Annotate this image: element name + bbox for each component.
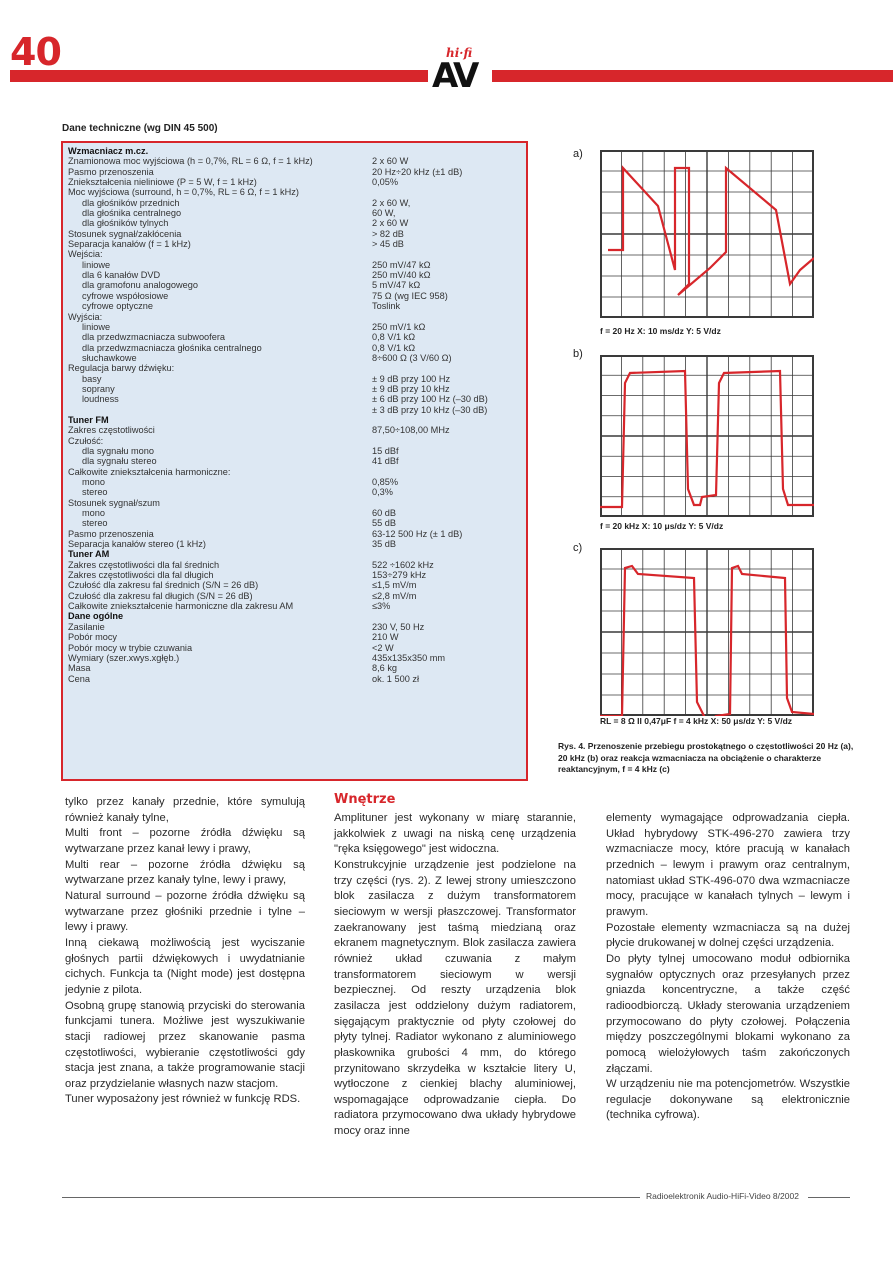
spec-value: > 45 dB	[372, 239, 404, 250]
paragraph: Multi front – pozorne źródła dźwięku są wytwarzane przez kanał lewy i prawy,	[65, 827, 305, 855]
paragraph: W urządzeniu nie ma potencjometrów. Wszystkie regulacje dokonywane są elektronicznie (technika cyfrowa).	[606, 1078, 850, 1122]
spec-label: Czułość dla zakresu fal średnich (S/N = 26 dB)	[68, 580, 259, 591]
spec-value: ± 3 dB przy 10 kHz (–30 dB)	[372, 404, 488, 415]
spec-value: 2 x 60 W	[372, 218, 409, 229]
spec-label: mono	[82, 477, 105, 487]
spec-row	[68, 487, 521, 497]
spec-label	[68, 405, 372, 415]
paragraph: Amplituner jest wykonany w miarę starannie, jakkolwiek z uwagi na niską cenę urządzenia "ręka księgowego" jest widoczna.	[334, 812, 576, 856]
spec-label: dla przedwzmacniacza subwoofera	[82, 332, 225, 343]
spec-row	[68, 260, 521, 270]
spec-value	[372, 498, 521, 508]
spec-label: Zniekształcenia nieliniowe (P = 5 W, f = 1 kHz)	[68, 177, 257, 188]
spec-row	[68, 394, 521, 404]
spec-label: dla 6 kanałów DVD	[82, 270, 161, 281]
spec-row	[68, 270, 521, 280]
spec-label: dla sygnału mono	[82, 445, 155, 456]
spec-value	[372, 436, 521, 446]
spec-value: 0,05%	[372, 177, 399, 188]
spec-row	[68, 384, 521, 394]
spec-label: Całkowite zniekształcenia harmoniczne:	[68, 466, 231, 477]
spec-row	[68, 167, 521, 177]
spec-value: 250 mV/47 kΩ	[372, 259, 431, 270]
spec-label: Pasmo przenoszenia	[68, 166, 154, 177]
paragraph: elementy wymagające odprowadzania ciepła. Układ hybrydowy STK-496-270 zawiera trzy wzmacniacze mocy, które pracują w kanałach przednich – lewym i prawym oraz centralnym, natomiast układ STK-496-070 dwa wzmacniacze mocy, pracujące w kanałach tylnych – lewym i prawym.	[606, 812, 850, 918]
spec-value: 210 W	[372, 632, 399, 643]
article-column-1	[65, 795, 305, 1108]
spec-value	[372, 249, 521, 259]
spec-row	[68, 539, 521, 549]
spec-row	[68, 322, 521, 332]
spec-label: stereo	[82, 518, 108, 529]
spec-value: 8,6 kg	[372, 663, 398, 674]
spec-value	[372, 415, 521, 425]
spec-label: Dane ogólne	[68, 611, 124, 622]
header-bar-right	[492, 70, 893, 82]
spec-value: 230 V, 50 Hz	[372, 621, 425, 632]
oscillogram-b	[600, 355, 814, 517]
spec-value: 435x135x350 mm	[372, 652, 446, 663]
spec-value	[372, 146, 521, 156]
spec-value: ± 9 dB przy 10 kHz	[372, 383, 450, 394]
spec-label: Wejścia:	[68, 249, 103, 260]
spec-row	[68, 239, 521, 249]
spec-row	[68, 580, 521, 590]
spec-value: 5 mV/47 kΩ	[372, 280, 421, 291]
spec-row	[68, 622, 521, 632]
fig-b-label: b)	[573, 348, 583, 360]
footer-rule-right	[808, 1197, 850, 1198]
spec-label: Separacja kanałów (f = 1 kHz)	[68, 239, 191, 250]
logo-av-text: AV	[432, 56, 477, 96]
spec-row	[68, 653, 521, 663]
spec-value: 2 x 60 W	[372, 156, 409, 167]
spec-label: Stosunek sygnał/zakłócenia	[68, 228, 182, 239]
spec-row	[68, 156, 521, 166]
spec-value: ± 9 dB przy 100 Hz	[372, 373, 451, 384]
spec-row	[68, 601, 521, 611]
section-title-wnetrze: Wnętrze	[334, 792, 396, 807]
spec-label: liniowe	[82, 321, 111, 332]
spec-value: ≤3%	[372, 601, 391, 612]
specs-table	[61, 141, 528, 781]
spec-label: Separacja kanałów stereo (1 kHz)	[68, 539, 206, 550]
spec-value: 75 Ω (wg IEC 958)	[372, 290, 448, 301]
spec-value	[372, 312, 521, 322]
spec-value: 63-12 500 Hz (± 1 dB)	[372, 528, 463, 539]
spec-row	[68, 363, 521, 373]
spec-label: Cena	[68, 673, 90, 684]
header-bar-left	[10, 70, 428, 82]
paragraph: Natural surround – pozorne źródła dźwięku są wytwarzane przez głośniki przednie i tylne – lewy i prawy.	[65, 889, 305, 934]
fig-c-label: c)	[573, 542, 583, 554]
spec-label: dla głośników tylnych	[82, 218, 169, 229]
fig-a-label: a)	[573, 148, 583, 160]
spec-label: Zakres częstotliwości dla fal średnich	[68, 559, 220, 570]
spec-value	[372, 549, 521, 559]
fig-c-caption: RL = 8 Ω II 0,47μF f = 4 kHz X: 50 μs/dz Y: 5 V/dz	[600, 716, 793, 726]
spec-label: dla głośnika centralnego	[82, 208, 182, 219]
spec-label: słuchawkowe	[82, 352, 137, 363]
spec-label: basy	[82, 373, 102, 384]
spec-row	[68, 643, 521, 653]
spec-label: dla gramofonu analogowego	[82, 280, 198, 291]
spec-row	[68, 632, 521, 642]
spec-label: Stosunek sygnał/szum	[68, 497, 160, 508]
spec-row	[68, 332, 521, 342]
spec-value	[372, 467, 521, 477]
spec-row	[68, 312, 521, 322]
spec-label: Pasmo przenoszenia	[68, 528, 154, 539]
spec-value: 250 mV/1 kΩ	[372, 321, 426, 332]
spec-value: ≤1,5 mV/m	[372, 580, 417, 591]
spec-value: Toslink	[372, 301, 401, 312]
spec-value: ok. 1 500 zł	[372, 673, 419, 684]
spec-label: Pobór mocy w trybie czuwania	[68, 642, 193, 653]
spec-row	[68, 529, 521, 539]
spec-row	[68, 560, 521, 570]
paragraph: Do płyty tylnej umocowano moduł odbiornika sygnałów optycznych oraz przesyłanych przez gniazda koncentryczne, a także część radioodbiorczą. Układy sterowania urządzeniem przymocowano do płyty czołowej. Połączenia między poszczególnymi blokami wykonano za pomocą wielożyłowych taśm zakończonych złączami.	[606, 952, 850, 1075]
spec-label: Całkowite zniekształcenie harmoniczne dla zakresu AM	[68, 601, 294, 612]
spec-value: 153÷279 kHz	[372, 570, 427, 581]
hifi-av-logo	[428, 46, 488, 96]
spec-value: > 82 dB	[372, 228, 404, 239]
spec-row	[68, 674, 521, 684]
spec-label: Czułość:	[68, 435, 104, 446]
spec-value: 20 Hz÷20 kHz (±1 dB)	[372, 166, 463, 177]
paragraph: Osobną grupę stanowią przyciski do sterowania funkcjami tunera. Możliwe jest wyszukiwanie stacji radiowej przez skanowanie pasma częstotliwości, wybieranie częstotliwości gdy stacja jest znana, a także programowanie stacji oraz przydzielanie własnych nazw stacjom.	[65, 999, 305, 1090]
footer-rule-left	[62, 1197, 640, 1198]
paragraph: Inną ciekawą możliwością jest wyciszanie głośnych partii dźwiękowych i uwydatnianie cichych. Funkcja ta (Night mode) jest dostępna jedynie z pilota.	[65, 936, 305, 996]
spec-row	[68, 498, 521, 508]
spec-value: <2 W	[372, 642, 394, 653]
spec-label: Masa	[68, 663, 91, 674]
spec-label: Tuner FM	[68, 414, 109, 425]
article-column-3	[606, 811, 850, 1124]
spec-row	[68, 570, 521, 580]
spec-row	[68, 467, 521, 477]
spec-value: 8÷600 Ω (3 V/60 Ω)	[372, 352, 452, 363]
spec-value: 87,50÷108,00 MHz	[372, 425, 450, 436]
spec-row	[68, 591, 521, 601]
spec-label: Czułość dla zakresu fal długich (S/N = 26 dB)	[68, 590, 253, 601]
spec-label: dla głośników przednich	[82, 197, 180, 208]
paragraph: Multi rear – pozorne źródła dźwięku są wytwarzane przez kanały tylne, lewy i prawy,	[65, 858, 305, 887]
spec-label: Zakres częstotliwości dla fal długich	[68, 570, 214, 581]
spec-label: Znamionowa moc wyjściowa (h = 0,7%, RL = 6 Ω, f = 1 kHz)	[68, 156, 313, 167]
spec-value	[372, 187, 521, 197]
paragraph: tylko przez kanały przednie, które symulują również kanały tylne,	[65, 796, 305, 824]
spec-value	[372, 611, 521, 621]
spec-value: 15 dBf	[372, 445, 399, 456]
spec-label: Zakres częstotliwości	[68, 425, 155, 436]
spec-row	[68, 343, 521, 353]
footer-publication: Radioelektronik Audio-HiFi-Video 8/2002	[646, 1191, 799, 1201]
spec-row	[68, 436, 521, 446]
oscillogram-c-grid	[601, 549, 813, 715]
spec-value: 250 mV/40 kΩ	[372, 270, 431, 281]
page-number: 40	[10, 30, 61, 74]
article-column-2	[334, 811, 576, 1140]
spec-row	[68, 177, 521, 187]
spec-value: 35 dB	[372, 539, 397, 550]
spec-label: Tuner AM	[68, 549, 110, 560]
spec-label: Wyjścia:	[68, 311, 103, 322]
spec-row	[68, 446, 521, 456]
spec-label: Regulacja barwy dźwięku:	[68, 363, 175, 374]
spec-label: stereo	[82, 487, 108, 498]
spec-value: 60 dB	[372, 508, 397, 519]
spec-value	[372, 363, 521, 373]
spec-value: 2 x 60 W,	[372, 197, 411, 208]
spec-label: loudness	[82, 394, 119, 405]
spec-row	[68, 208, 521, 218]
figure-4-caption: Rys. 4. Przenoszenie przebiegu prostokątnego o częstotliwości 20 Hz (a), 20 kHz (b) oraz reakcja wzmacniacza na obciążenie o charakterze reaktancyjnym, f = 4 kHz (c)	[558, 741, 854, 774]
spec-label: cyfrowe współosiowe	[82, 290, 169, 301]
spec-value: 41 dBf	[372, 456, 399, 467]
spec-label: Zasilanie	[68, 621, 105, 632]
specs-heading: Dane techniczne (wg DIN 45 500)	[62, 123, 218, 134]
oscillogram-a	[600, 150, 814, 318]
spec-row	[68, 663, 521, 673]
spec-row	[68, 405, 521, 415]
oscillogram-c	[600, 548, 814, 716]
logo-hifi-text: hi·fi	[446, 46, 473, 60]
spec-label: mono	[82, 508, 105, 519]
spec-label: Moc wyjściowa (surround, h = 0,7%, RL = 6 Ω, f = 1 kHz)	[68, 187, 299, 198]
spec-row	[68, 549, 521, 559]
spec-row	[68, 374, 521, 384]
spec-label: Wymiary (szer.xwys.xgłęb.)	[68, 652, 180, 663]
spec-label: Pobór mocy	[68, 632, 118, 643]
spec-row	[68, 146, 521, 156]
spec-row	[68, 198, 521, 208]
spec-row	[68, 425, 521, 435]
spec-row	[68, 508, 521, 518]
spec-value: 0,8 V/1 kΩ	[372, 332, 416, 343]
spec-row	[68, 415, 521, 425]
spec-value: ± 6 dB przy 100 Hz (–30 dB)	[372, 394, 488, 405]
spec-row	[68, 291, 521, 301]
paragraph: Tuner wyposażony jest również w funkcję RDS.	[65, 1093, 301, 1106]
spec-label: dla sygnału stereo	[82, 456, 157, 467]
spec-row	[68, 229, 521, 239]
spec-row	[68, 611, 521, 621]
spec-row	[68, 280, 521, 290]
spec-row	[68, 353, 521, 363]
spec-label: soprany	[82, 383, 115, 394]
spec-value: 0,85%	[372, 477, 399, 487]
spec-value: ≤2,8 mV/m	[372, 590, 417, 601]
fig-a-caption: f = 20 Hz X: 10 ms/dz Y: 5 V/dz	[600, 326, 721, 336]
spec-row	[68, 301, 521, 311]
spec-row	[68, 249, 521, 259]
spec-value: 55 dB	[372, 518, 397, 529]
spec-row	[68, 518, 521, 528]
spec-row	[68, 187, 521, 197]
spec-row	[68, 456, 521, 466]
spec-label: liniowe	[82, 259, 111, 270]
spec-label: Wzmacniacz m.cz.	[68, 146, 149, 156]
spec-label: cyfrowe optyczne	[82, 301, 153, 312]
spec-value: 60 W,	[372, 208, 396, 219]
spec-row	[68, 218, 521, 228]
spec-value: 0,3%	[372, 487, 393, 498]
spec-value: 522 ÷1602 kHz	[372, 559, 434, 570]
spec-value: 0,8 V/1 kΩ	[372, 342, 416, 353]
paragraph: Pozostałe elementy wzmacniacza są na dużej płycie drukowanej w dolnej części urządzenia.	[606, 921, 850, 950]
paragraph: Konstrukcyjnie urządzenie jest podzielone na trzy części (rys. 2). Z lewej strony umieszczono blok zasilacza z dużym transformatorem sieciowym w wersji płaszczowej. Transformator zaekranowany jest taśmą miedzianą oraz ekranem magnetycznym. Blok zasilacza zawiera również układ czuwania z małym transformatorem sieciowym w wersji bezpiecznej. Od reszty urządzenia blok zasilacza jest oddzielony dużym radiatorem, sięgającym praktycznie od płyty czołowej do płyty tylnej. Radiator wykonano z aluminiowego płaskownika grubości 4 mm, do którego przynitowano skrzydełka w kształcie litery U, wytłoczone z cienkiej blachy aluminiowej, wspomagające odprowadzanie ciepła. Do radiatora przymocowano dwa układy hybrydowe mocy oraz inne	[334, 858, 576, 1138]
spec-label: dla przedwzmacniacza głośnika centralnego	[82, 342, 262, 353]
spec-row	[68, 477, 521, 487]
fig-b-caption: f = 20 kHz X: 10 μs/dz Y: 5 V/dz	[600, 521, 724, 531]
